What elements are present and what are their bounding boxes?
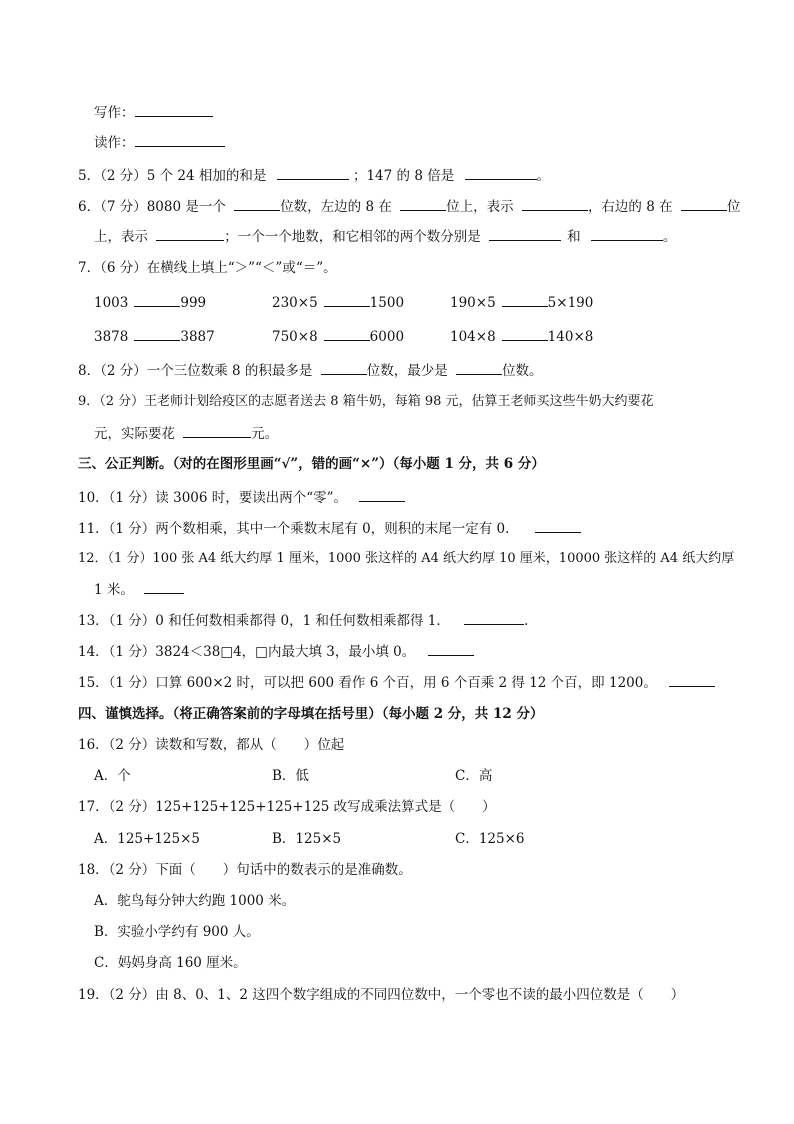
compare-right: 6000 (369, 329, 405, 345)
compare-right: 1500 (369, 295, 405, 311)
section-3-heading: 三、公正判断。（对的在图形里画“√”，错的画“×”）（每小题 1 分，共 6 分） (78, 456, 545, 472)
question-14 (78, 641, 474, 662)
answer-blank[interactable] (464, 610, 524, 625)
option-b[interactable]: B．低 (272, 768, 309, 784)
answer-blank[interactable] (156, 226, 224, 241)
question-text: 上，表示 (94, 229, 148, 245)
compare-left: 190×5 (450, 295, 496, 311)
question-7-title: 7．（6 分）在横线上填上“＞”“＜”或“＝”。 (78, 260, 337, 276)
question-text: 位数，左边的 8 在 (280, 199, 392, 215)
question-11 (78, 518, 581, 539)
question-text: 10．（1 分）读 3006 时，要读出两个“零”。 (78, 490, 348, 506)
answer-blank[interactable] (489, 226, 561, 241)
question-text: 1 米。 (94, 582, 134, 598)
answer-blank[interactable] (502, 326, 548, 341)
compare-right: 140×8 (547, 329, 594, 345)
answer-blank[interactable] (669, 672, 715, 687)
answer-blank[interactable] (502, 292, 548, 307)
answer-blank[interactable] (465, 165, 537, 180)
question-text: 11．（1 分）两个数相乘，其中一个乘数末尾有 0，则积的末尾一定有 0． (78, 521, 519, 537)
section-4-heading: 四、谨慎选择。（将正确答案前的字母填在括号里）（每小题 2 分，共 12 分） (78, 706, 544, 722)
question-text: 8．（2 分）一个三位数乘 8 的积最多是 (78, 363, 313, 379)
option-c[interactable]: C．125×6 (455, 831, 525, 847)
question-9: 9．（2 分）王老师计划给疫区的志愿者送去 8 箱牛奶，每箱 98 元，估算王老师买这些牛奶大约要花 (78, 394, 654, 409)
option-b[interactable]: B．实验小学约有 900 人。 (94, 924, 260, 940)
question-13 (78, 610, 528, 631)
compare-left: 1003 (94, 295, 129, 311)
question-18: 18．（2 分）下面（ ）句话中的数表示的是准确数。 (78, 862, 412, 878)
compare-left: 3878 (94, 329, 129, 345)
read-line (94, 132, 225, 153)
compare-left: 230×5 (272, 295, 318, 311)
question-text: 元，实际要花 (94, 426, 175, 442)
question-text: 13．（1 分）0 和任何数相乘都得 0，1 和任何数相乘都得 1． (78, 613, 450, 629)
answer-blank[interactable] (183, 423, 251, 438)
question-19: 19．（2 分）由 8、0、1、2 这四个数字组成的不同四位数中，一个零也不读的最小四位数是（ ） (78, 987, 685, 1003)
compare-left: 750×8 (272, 329, 318, 345)
question-text: ；147 的 8 倍是 (352, 168, 455, 184)
answer-blank[interactable] (324, 292, 370, 307)
question-text: 位上，表示 (446, 199, 514, 215)
question-5 (78, 165, 550, 186)
compare-item (272, 326, 404, 347)
question-16: 16．（2 分）读数和写数，都从（ ）位起 (78, 737, 345, 753)
option-a[interactable]: A．个 (94, 768, 131, 784)
question-text: 15．（1 分）口算 600×2 时，可以把 600 看作 6 个百，用 6 个百乘 2 得 12 个百，即 1200。 (78, 675, 657, 691)
question-text: . (524, 613, 529, 629)
question-text: ，右边的 8 在 (587, 199, 673, 215)
question-text: 6．（7 分）8080 是一个 (78, 199, 226, 215)
answer-blank[interactable] (359, 487, 405, 502)
write-label: 写作： (94, 105, 135, 121)
compare-item (272, 292, 404, 313)
answer-blank[interactable] (134, 292, 180, 307)
answer-blank[interactable] (400, 196, 446, 211)
answer-blank[interactable] (535, 518, 581, 533)
question-text: ；一个一个地数，和它相邻的两个数分别是 (224, 229, 481, 245)
question-9-line2 (94, 423, 278, 444)
answer-blank[interactable] (134, 326, 180, 341)
question-6 (78, 196, 740, 217)
question-15 (78, 672, 715, 693)
option-c[interactable]: C．高 (455, 768, 493, 784)
answer-blank[interactable] (428, 641, 474, 656)
option-a[interactable]: A．125+125×5 (94, 831, 200, 847)
compare-right: 5×190 (547, 295, 594, 311)
question-text: 位 (726, 199, 741, 215)
question-text: 5．（2 分）5 个 24 相加的和是 (78, 168, 267, 184)
compare-item (94, 292, 206, 313)
question-12: 12．（1 分）100 张 A4 纸大约厚 1 厘米，1000 张这样的 A4 纸大约厚 10 厘米，10000 张这样的 A4 纸大约厚 (78, 551, 735, 566)
question-text: 位数，最少是 (366, 363, 448, 379)
compare-left: 104×8 (450, 329, 496, 345)
compare-item (450, 326, 593, 347)
answer-blank[interactable] (135, 132, 225, 147)
answer-blank[interactable] (456, 360, 502, 375)
question-text: 元。 (251, 426, 279, 442)
answer-blank[interactable] (144, 579, 184, 594)
answer-blank[interactable] (321, 360, 367, 375)
option-c[interactable]: C．妈妈身高 160 厘米。 (94, 955, 247, 971)
answer-blank[interactable] (681, 196, 727, 211)
compare-right: 3887 (180, 329, 215, 345)
compare-item (450, 292, 593, 313)
question-text: 。 (536, 168, 550, 184)
question-8 (78, 360, 543, 381)
question-17: 17．（2 分）125+125+125+125+125 改写成乘法算式是（ ） (78, 799, 496, 815)
answer-blank[interactable] (324, 326, 370, 341)
question-10 (78, 487, 405, 508)
compare-right: 999 (180, 295, 207, 311)
write-line (94, 102, 213, 123)
answer-blank[interactable] (522, 196, 588, 211)
question-text: 和 (567, 229, 581, 245)
question-text: 14．（1 分）3824＜38□4，□内最大填 3，最小填 0。 (78, 644, 416, 660)
question-text: 位数。 (502, 363, 543, 379)
question-12-line2 (94, 579, 184, 600)
answer-blank[interactable] (234, 196, 280, 211)
option-a[interactable]: A．鸵鸟每分钟大约跑 1000 米。 (94, 893, 296, 909)
answer-blank[interactable] (135, 102, 213, 117)
answer-blank[interactable] (591, 226, 663, 241)
question-text: 。 (662, 229, 677, 245)
answer-blank[interactable] (277, 165, 349, 180)
compare-item (94, 326, 215, 347)
question-6-line2 (94, 226, 676, 247)
read-label: 读作： (94, 135, 135, 151)
option-b[interactable]: B．125×5 (272, 831, 342, 847)
